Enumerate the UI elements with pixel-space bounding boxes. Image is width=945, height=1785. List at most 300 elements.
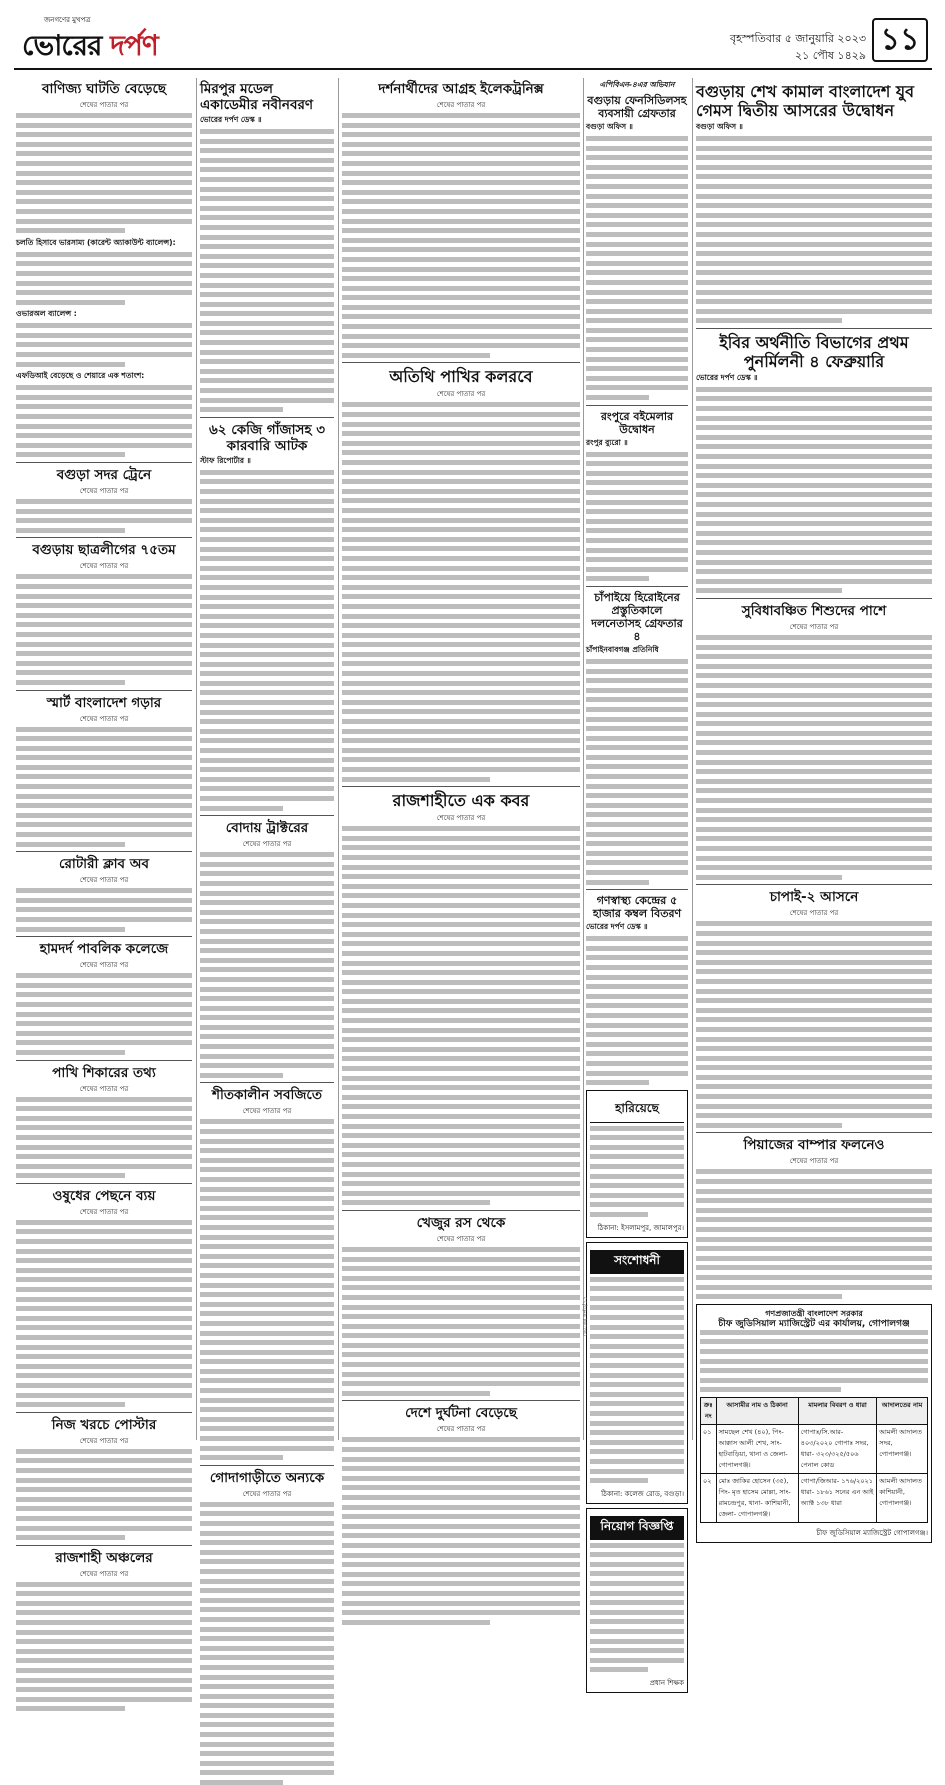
text-line [200, 1751, 334, 1756]
logo-part-2: দর্পণ [110, 29, 158, 62]
text-line [342, 171, 580, 176]
text-line [342, 989, 580, 994]
text-line [200, 1196, 334, 1201]
text-line [586, 726, 688, 731]
continuation-label: শেষের পাতার পর [79, 1436, 129, 1445]
text-line [16, 151, 192, 156]
headline-phensedyl-arrest[interactable]: বগুড়ায় ফেনসিডিলসহ ব্যবসায়ী গ্রেফতার [587, 94, 687, 120]
date-bengali: ২১ পৌষ ১৪২৯ [795, 49, 866, 62]
issue-date [730, 30, 866, 64]
text-line [200, 1177, 334, 1182]
text-line [16, 1601, 192, 1606]
text-line [16, 113, 192, 118]
job-notice [586, 1508, 688, 1693]
text-line [200, 1235, 334, 1240]
text-line [586, 1042, 688, 1047]
text-line [342, 402, 580, 407]
text-line [16, 509, 192, 514]
text-line [696, 1027, 932, 1032]
text-line [200, 499, 334, 504]
text-line [586, 165, 688, 170]
headline-godagari[interactable]: গোদাগাড়ীতে অন্যকে [209, 1469, 325, 1486]
text-line [342, 913, 580, 918]
text-line [696, 1198, 932, 1203]
text-line [200, 206, 334, 211]
divider [200, 417, 334, 418]
notice-table-heading: ক্রঃ নং [701, 1397, 717, 1424]
text-line [200, 330, 334, 335]
text-line [16, 927, 125, 932]
text-line [342, 1572, 580, 1577]
text-line [16, 1345, 192, 1350]
text-line [342, 1266, 580, 1271]
text-line [200, 1722, 334, 1727]
text-line [342, 1191, 580, 1196]
text-line [200, 710, 334, 715]
text-line [700, 1359, 928, 1364]
notice-table-heading: আসামীর নাম ও ঠিকানা [716, 1397, 798, 1424]
text-line [16, 746, 192, 751]
text-line [342, 1285, 580, 1290]
text-line [586, 299, 688, 304]
text-line [342, 1324, 580, 1329]
headline-hamdard-college[interactable]: হামদর্দ পাবলিক কলেজে [39, 941, 169, 958]
text-line [16, 528, 125, 533]
text-line [200, 1398, 334, 1403]
headline-heroin-arrest[interactable]: চাঁপাইয়ে হিরোইনের প্রস্তুতিকালে দলনেতাসহ গ্রেফতার ৪ [591, 590, 683, 643]
text-line [16, 765, 192, 770]
text-line [200, 1167, 334, 1172]
text-line [342, 845, 580, 850]
continuation-label: শেষের পাতার পর [242, 1489, 292, 1498]
headline-rangpur-bookfair[interactable]: রংপুরে বইমেলার উদ্বোধন [600, 409, 674, 436]
text-line [342, 614, 580, 619]
text-line [586, 328, 688, 333]
text-line [342, 1104, 580, 1109]
text-line [200, 1588, 334, 1593]
text-line [200, 595, 334, 600]
text-line [586, 557, 688, 562]
text-line [342, 1391, 490, 1396]
text-line [590, 1277, 684, 1282]
text-line [16, 603, 192, 608]
headline-rajshahi-grave[interactable]: রাজশাহীতে এক কবর [392, 791, 530, 811]
text-line [342, 151, 580, 156]
text-line [696, 242, 932, 247]
text-line [586, 803, 688, 808]
headline-medicine-cost[interactable]: ওষুধের পেছনে ব্যয় [52, 1187, 156, 1204]
text-line [342, 836, 580, 841]
text-line [200, 1694, 334, 1699]
text-line [696, 1046, 932, 1051]
divider [586, 405, 688, 406]
text-line [696, 1208, 932, 1213]
text-line [700, 1330, 928, 1335]
headline-smart-bangladesh[interactable]: স্মার্ট বাংলাদেশ গড়ার [46, 694, 162, 711]
text-line [342, 1505, 580, 1510]
divider [16, 1545, 192, 1546]
text-line [200, 1559, 334, 1564]
text-line [200, 566, 334, 571]
text-line [16, 983, 192, 988]
continuation-label: শেষের পাতার পর [789, 909, 839, 918]
text-line [590, 1658, 684, 1663]
headline-winter-vegetables[interactable]: শীতকালীন সবজিতে [212, 1087, 322, 1104]
headline-poster[interactable]: নিজ খরচে পোস্টার [51, 1416, 157, 1433]
headline-youth-games[interactable]: বগুড়ায় শেখ কামাল বাংলাদেশ যুব গেমস দ্বিতীয় আসরের উদ্বোধন [696, 82, 915, 120]
text-line [696, 550, 932, 555]
text-line [586, 1051, 688, 1056]
text-line [342, 719, 580, 724]
text-line [342, 276, 580, 281]
text-line [696, 769, 932, 774]
text-line [200, 662, 334, 667]
masthead [14, 12, 932, 70]
text-line [16, 632, 192, 637]
text-line [696, 1037, 932, 1042]
text-line [586, 395, 649, 400]
text-line [16, 1249, 192, 1254]
notice-body [590, 1543, 684, 1673]
text-line [342, 489, 580, 494]
text-line [586, 146, 688, 151]
headline-underprivileged-children[interactable]: সুবিধাবঞ্চিত শিশুদের পাশে [741, 602, 887, 619]
headline-bogura-train[interactable]: বগুড়া সদর ট্রেনে [56, 467, 152, 483]
text-line [586, 203, 688, 208]
notice-table [700, 1397, 928, 1523]
text-line [16, 574, 192, 579]
text-line [200, 187, 334, 192]
text-line [586, 194, 688, 199]
text-line [200, 407, 283, 412]
text-line [16, 352, 192, 357]
article-body [16, 1097, 192, 1179]
text-line [200, 1302, 334, 1307]
notice-body [590, 1277, 684, 1483]
text-line [342, 767, 580, 772]
text-line [696, 760, 932, 765]
headline-blanket-distribution[interactable]: গণস্বাস্থ্য কেন্দ্রের ৫ হাজার কম্বল বিতরণ [592, 894, 682, 921]
text-line [590, 1600, 684, 1605]
text-line [586, 832, 688, 837]
text-line [200, 350, 334, 355]
text-line [586, 1061, 688, 1066]
text-line [200, 1215, 334, 1220]
text-line [200, 1244, 334, 1249]
continuation-label: শেষের পাতার পর [79, 562, 129, 571]
text-line [200, 881, 334, 886]
text-line [200, 1655, 334, 1660]
text-line [696, 875, 842, 880]
text-line [200, 1063, 334, 1068]
article-body [200, 1119, 334, 1460]
text-line [16, 642, 192, 647]
text-line [200, 1684, 334, 1689]
headline-electronics-interest[interactable]: দর্শনার্থীদের আগ্রহ ইলেকট্রনিক্স [378, 81, 544, 97]
headline-migratory-birds[interactable]: অতিথি পাখির কলরবে [389, 367, 533, 387]
text-line [696, 309, 932, 314]
text-line [342, 132, 580, 137]
text-line [16, 1239, 192, 1244]
headline-chapai-seat[interactable]: চাপাই-২ আসনে [769, 889, 859, 906]
text-line [696, 184, 932, 189]
text-line [700, 1387, 841, 1392]
text-line [696, 483, 932, 488]
text-line [16, 1687, 192, 1692]
text-line [590, 1164, 684, 1169]
divider [586, 889, 688, 890]
text-line [696, 1246, 932, 1251]
text-line [200, 1263, 334, 1268]
text-line [342, 671, 580, 676]
headline-ganja-arrest[interactable]: ৬২ কেজি গাঁজাসহ ৩ কারবারি আটক [208, 421, 326, 454]
table-row [701, 1424, 928, 1473]
text-line [16, 404, 192, 409]
text-line [590, 1212, 648, 1217]
text-line [342, 498, 580, 503]
court-notice [696, 1304, 932, 1543]
article-body [342, 113, 580, 358]
text-line [200, 1742, 334, 1747]
text-line [200, 1015, 334, 1020]
text-line [200, 719, 334, 724]
text-line [200, 273, 334, 278]
text-line [16, 1173, 125, 1178]
text-line [16, 1116, 192, 1121]
text-line [590, 1581, 684, 1586]
text-line [342, 1018, 580, 1023]
text-line [342, 893, 580, 898]
text-line [586, 155, 688, 160]
text-line [16, 1154, 192, 1159]
text-line [200, 527, 334, 532]
text-line [696, 396, 932, 401]
text-line [696, 645, 932, 650]
text-line [586, 366, 688, 371]
text-line [16, 1449, 192, 1454]
text-line [200, 1446, 334, 1451]
text-line [586, 745, 688, 750]
article-body [16, 727, 192, 847]
text-line [342, 190, 580, 195]
headline-date-juice[interactable]: খেজুর রস থেকে [416, 1214, 506, 1231]
text-line [696, 1008, 932, 1013]
text-line [342, 324, 580, 329]
text-line [590, 1591, 684, 1596]
text-line [16, 1277, 192, 1282]
article-body [16, 323, 192, 366]
text-line [696, 750, 932, 755]
text-line [342, 1143, 580, 1148]
text-line [342, 1066, 580, 1071]
text-line [586, 576, 649, 581]
text-line [16, 132, 192, 137]
text-line [342, 1305, 580, 1310]
text-line [200, 1311, 334, 1316]
text-line [696, 251, 932, 256]
text-line [342, 903, 580, 908]
text-line [586, 1080, 649, 1085]
headline-rotary-club[interactable]: রোটারী ক্লাব অব [59, 856, 149, 873]
text-line [590, 1193, 684, 1198]
text-line [342, 1028, 580, 1033]
text-line [200, 129, 334, 134]
text-line [200, 398, 334, 403]
headline-bird-hunting[interactable]: পাখি শিকারের তথ্য [52, 1064, 156, 1081]
continuation-label: শেষের পাতার পর [79, 961, 129, 970]
text-line [200, 1713, 334, 1718]
text-line [586, 946, 688, 951]
text-line [342, 1485, 580, 1490]
text-line [342, 412, 580, 417]
text-line [16, 898, 192, 903]
continuation-label: শেষের পাতার পর [79, 714, 129, 723]
text-line [586, 519, 688, 524]
text-line [16, 142, 192, 147]
headline-mirpur-model[interactable]: মিরপুর মডেল একাডেমীর নবীনবরণ [200, 81, 314, 113]
article-body [16, 574, 192, 685]
text-line [16, 424, 192, 429]
text-line [342, 1543, 580, 1548]
article-body [16, 888, 192, 931]
article-body [586, 659, 688, 885]
notice-sign: প্রধান শিক্ষক [649, 1679, 684, 1687]
text-line [586, 232, 688, 237]
text-line [200, 1703, 334, 1708]
text-line [696, 1017, 932, 1022]
divider [16, 537, 192, 538]
divider [200, 1465, 334, 1466]
text-line [16, 190, 192, 195]
text-line [590, 1610, 684, 1615]
notice-body [700, 1330, 928, 1393]
headline-boda-tractor[interactable]: বোদায় ট্রাক্টরের [225, 820, 309, 837]
text-line [696, 540, 932, 545]
text-line [342, 661, 580, 666]
continuation-label: শেষের পাতার পর [79, 876, 129, 885]
text-line [200, 177, 334, 182]
continuation-label: শেষের পাতার পর [79, 1084, 129, 1093]
text-line [200, 508, 334, 513]
text-line [16, 1097, 192, 1102]
text-line [342, 1362, 580, 1367]
text-line [200, 604, 334, 609]
text-line [696, 836, 932, 841]
text-line [200, 1646, 334, 1651]
text-line [342, 228, 580, 233]
article-body [200, 852, 334, 1078]
text-line [200, 292, 334, 297]
text-line [342, 537, 580, 542]
text-line [696, 865, 932, 870]
text-line [16, 1402, 125, 1407]
text-line [586, 213, 688, 218]
text-line [696, 194, 932, 199]
article-body [16, 1220, 192, 1407]
text-line [200, 556, 334, 561]
headline-ibu-reunion[interactable]: ইবির অর্থনীতি বিভাগের প্রথম পুনর্মিলনী ৪ ফেব্রুয়ারি [719, 332, 909, 371]
text-line [16, 281, 192, 286]
text-line [586, 688, 688, 693]
headline-chhatra-league[interactable]: বগুড়ায় ছাত্রলীগের ৭৫তম [32, 542, 176, 559]
text-line [16, 1383, 192, 1388]
headline-rajshahi-region[interactable]: রাজশাহী অঞ্চলের [55, 1549, 153, 1566]
text-line [200, 690, 334, 695]
text-line [590, 1373, 684, 1378]
text-line [16, 1487, 192, 1492]
notice-sign: ঠিকানা: কলেজ রোড, বগুড়া। [601, 1489, 684, 1498]
text-line [342, 1620, 490, 1625]
byline: ভোরের দর্পণ ডেস্ক ॥ [586, 922, 648, 932]
text-line [342, 161, 580, 166]
text-line [200, 900, 334, 905]
newspaper-logo[interactable] [22, 14, 222, 66]
article-body [586, 452, 688, 582]
text-line [16, 1658, 192, 1663]
article-body [200, 470, 334, 811]
article-body [586, 936, 688, 1085]
text-line [16, 736, 192, 741]
text-line [342, 1056, 580, 1061]
text-line [586, 309, 688, 314]
text-line [590, 1667, 648, 1672]
notice-org: গণপ্রজাতন্ত্রী বাংলাদেশ সরকার [765, 1308, 863, 1318]
text-line [700, 1378, 928, 1383]
table-cell: গোপা/জিআর- ১৭৬/২০২১ ধারা- ১৮৬১ সনের এন আই অ্যাক্ট ১৩৮ ধারা [798, 1473, 877, 1522]
text-line [16, 1478, 192, 1483]
text-line [590, 1183, 684, 1188]
text-line [16, 1649, 192, 1654]
text-line [16, 680, 125, 685]
article-body [16, 973, 192, 1055]
headline-trade-deficit[interactable]: বাণিজ্য ঘাটতি বেড়েছে [41, 81, 167, 97]
text-line [342, 343, 580, 348]
text-line [586, 528, 688, 533]
text-line [342, 738, 580, 743]
divider [696, 328, 932, 329]
text-line [16, 333, 192, 338]
text-line [200, 479, 334, 484]
text-line [200, 758, 334, 763]
continuation-label: শেষের পাতার পর [242, 840, 292, 849]
text-line [696, 979, 932, 984]
text-line [16, 613, 192, 618]
text-line [696, 492, 932, 497]
text-line [16, 300, 125, 305]
text-line [590, 1571, 684, 1576]
text-line [342, 1133, 580, 1138]
text-line [200, 1598, 334, 1603]
text-line [200, 1044, 334, 1049]
text-line [342, 247, 580, 252]
text-line [342, 1008, 580, 1013]
headline-accidents-rise[interactable]: দেশে দুর্ঘটনা বেড়েছে [405, 1405, 517, 1422]
text-line [16, 1316, 192, 1321]
text-line [342, 652, 580, 657]
text-line [696, 387, 932, 392]
text-line [16, 518, 192, 523]
article-body [16, 1449, 192, 1540]
text-line [590, 1382, 684, 1387]
text-line [696, 664, 932, 669]
text-line [200, 671, 334, 676]
text-line [342, 334, 580, 339]
headline-onion-yield[interactable]: পিয়াজের বাম্পার ফলনেও [743, 1137, 885, 1154]
divider [16, 851, 192, 852]
text-line [342, 932, 580, 937]
text-line [200, 1770, 334, 1775]
article-body [16, 113, 192, 233]
